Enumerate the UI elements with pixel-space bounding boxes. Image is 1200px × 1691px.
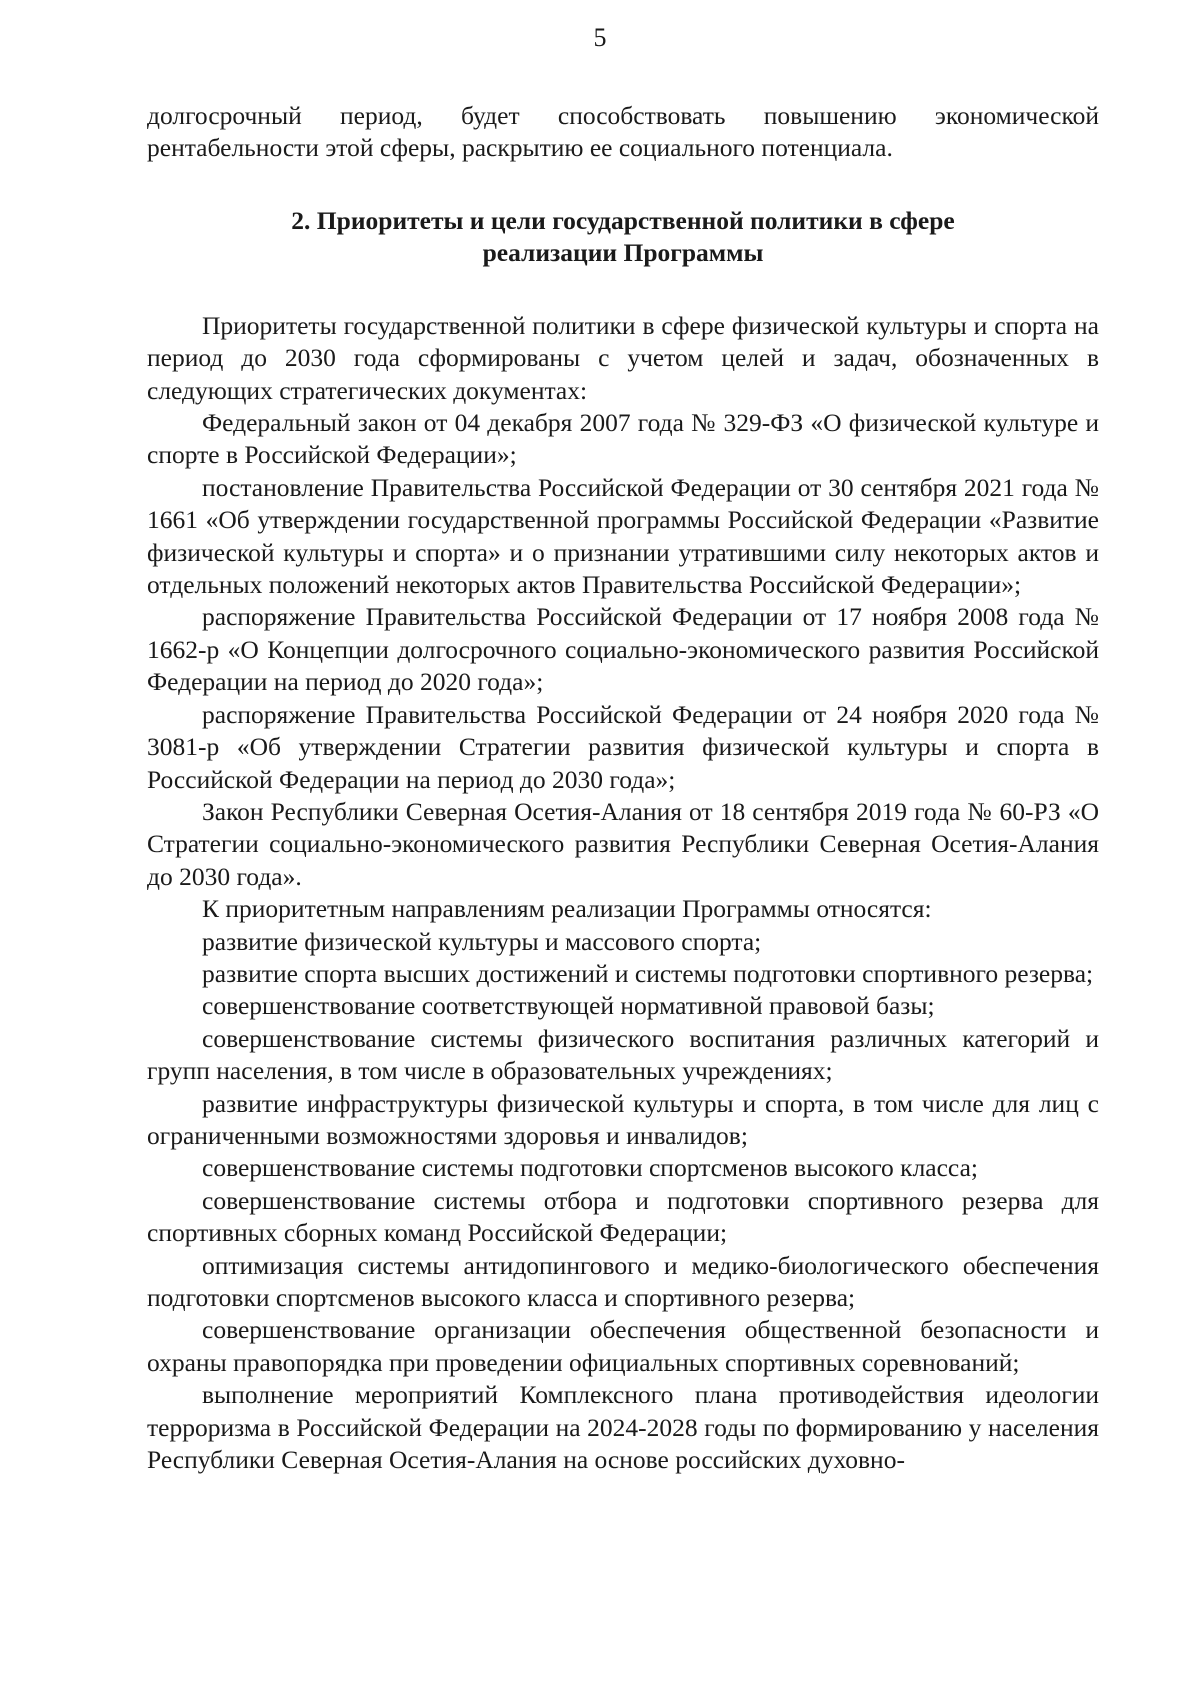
section-heading [147, 205, 1099, 269]
paragraph-order-1662: распоряжение Правительства Российской Федерации от 17 ноября 2008 года № 1662-р «О Концепции долгосрочного социально-экономического развития Российской Федерации на период до 2020 года»; [147, 602, 1099, 697]
list-item: развитие инфраструктуры физической культуры и спорта, в том числе для лиц с ограниченными возможностями здоровья и инвалидов; [147, 1088, 1099, 1150]
list-item: совершенствование организации обеспечения общественной безопасности и охраны правопорядка при проведении официальных спортивных соревнований; [147, 1315, 1099, 1377]
paragraph-order-3081: распоряжение Правительства Российской Федерации от 24 ноября 2020 года № 3081-р «Об утверждении Стратегии развития физической культуры и спорта в Российской Федерации на период до 2030 года»; [147, 699, 1099, 794]
list-item: совершенствование системы подготовки спортсменов высокого класса; [202, 1153, 978, 1183]
paragraph-priorities-intro: Приоритеты государственной политики в сфере физической культуры и спорта на период до 2030 года сформированы с учетом целей и задач, обозначенных в следующих стратегических документах: [147, 310, 1099, 405]
section-heading-line-1: 2. Приоритеты и цели государственной политики в сфере [291, 205, 955, 235]
list-item: развитие физической культуры и массового спорта; [202, 926, 762, 956]
page-number: 5 [593, 23, 607, 52]
intro-paragraph: долгосрочный период, будет способствовать повышению экономической рентабельности этой сферы, раскрытию ее социального потенциала. [147, 101, 1099, 163]
list-item: развитие спорта высших достижений и системы подготовки спортивного резерва; [202, 958, 1094, 988]
section-heading-line-2: реализации Программы [482, 237, 764, 267]
list-item: совершенствование системы физического воспитания различных категорий и групп населения, в том числе в образовательных учреждениях; [147, 1023, 1099, 1086]
list-item: совершенствование системы отбора и подготовки спортивного резерва для спортивных сборных команд Российской Федерации; [147, 1185, 1099, 1248]
list-item: совершенствование соответствующей нормативной правовой базы; [202, 991, 935, 1021]
paragraph-government-resolution: постановление Правительства Российской Федерации от 30 сентября 2021 года № 1661 «Об утверждении государственной программы Российской Федерации «Развитие физической культуры и спорта» и о признании утратившими силу некоторых актов и отдельных положений некоторых актов Правительства Российской Федерации»; [147, 472, 1099, 600]
paragraph-federal-law: Федеральный закон от 04 декабря 2007 года № 329-ФЗ «О физической культуре и спорте в Российской Федерации»; [147, 408, 1099, 470]
paragraph-priority-directions: К приоритетным направлениям реализации Программы относятся: [202, 894, 932, 924]
list-item: выполнение мероприятий Комплексного плана противодействия идеологии терроризма в Российской Федерации на 2024-2028 годы по формированию у населения Республики Северная Осетия-Алания на основе российских духовно- [147, 1380, 1099, 1475]
list-item: оптимизация системы антидопингового и медико-биологического обеспечения подготовки спортсменов высокого класса и спортивного резерва; [147, 1250, 1099, 1312]
paragraph-republic-law: Закон Республики Северная Осетия-Алания от 18 сентября 2019 года № 60-РЗ «О Стратегии социально-экономического развития Республики Северная Осетия-Алания до 2030 года». [147, 796, 1099, 891]
document-body [147, 100, 1099, 1476]
